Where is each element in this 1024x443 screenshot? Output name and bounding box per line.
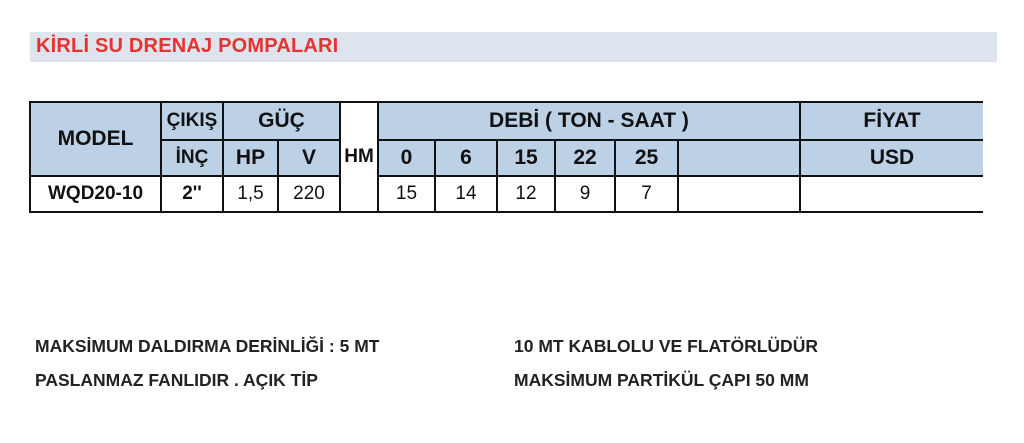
debi-cell-4: 7: [615, 176, 678, 212]
usd-header: USD: [800, 140, 983, 176]
header-row-1: [30, 102, 983, 140]
hm-header: HM: [340, 102, 378, 212]
header-row-2: [30, 140, 983, 176]
cikis-header: ÇIKIŞ: [161, 102, 223, 140]
table-row: [30, 176, 983, 212]
fiyat-header: FİYAT: [800, 102, 983, 140]
hp-cell: 1,5: [223, 176, 278, 212]
debi-col-1: 6: [435, 140, 497, 176]
note-max-particle: MAKSİMUM PARTİKÜL ÇAPI 50 MM: [514, 370, 809, 390]
model-header: MODEL: [30, 102, 161, 176]
page-title: KİRLİ SU DRENAJ POMPALARI: [36, 35, 339, 57]
debi-cell-3: 9: [555, 176, 615, 212]
price-cell: [800, 176, 983, 212]
debi-cell-0: 15: [378, 176, 435, 212]
debi-cell-empty: [678, 176, 800, 212]
note-cable-float: 10 MT KABLOLU VE FLATÖRLÜDÜR: [514, 336, 818, 356]
note-max-depth: MAKSİMUM DALDIRMA DERİNLİĞİ : 5 MT: [35, 336, 380, 356]
guc-header: GÜÇ: [223, 102, 340, 140]
title-band: [30, 32, 997, 62]
debi-header: DEBİ ( TON - SAAT ): [378, 102, 800, 140]
debi-col-0: 0: [378, 140, 435, 176]
price-table: [29, 101, 983, 213]
hp-header: HP: [223, 140, 278, 176]
debi-col-3: 22: [555, 140, 615, 176]
v-header: V: [278, 140, 340, 176]
cikis-cell: 2'': [161, 176, 223, 212]
debi-cell-1: 14: [435, 176, 497, 212]
v-cell: 220: [278, 176, 340, 212]
debi-cell-2: 12: [497, 176, 555, 212]
note-stainless-fan: PASLANMAZ FANLIDIR . AÇIK TİP: [35, 370, 318, 390]
debi-col-4: 25: [615, 140, 678, 176]
debi-col-empty: [678, 140, 800, 176]
cikis-unit-header: İNÇ: [161, 140, 223, 176]
model-cell: WQD20-10: [30, 176, 161, 212]
debi-col-2: 15: [497, 140, 555, 176]
